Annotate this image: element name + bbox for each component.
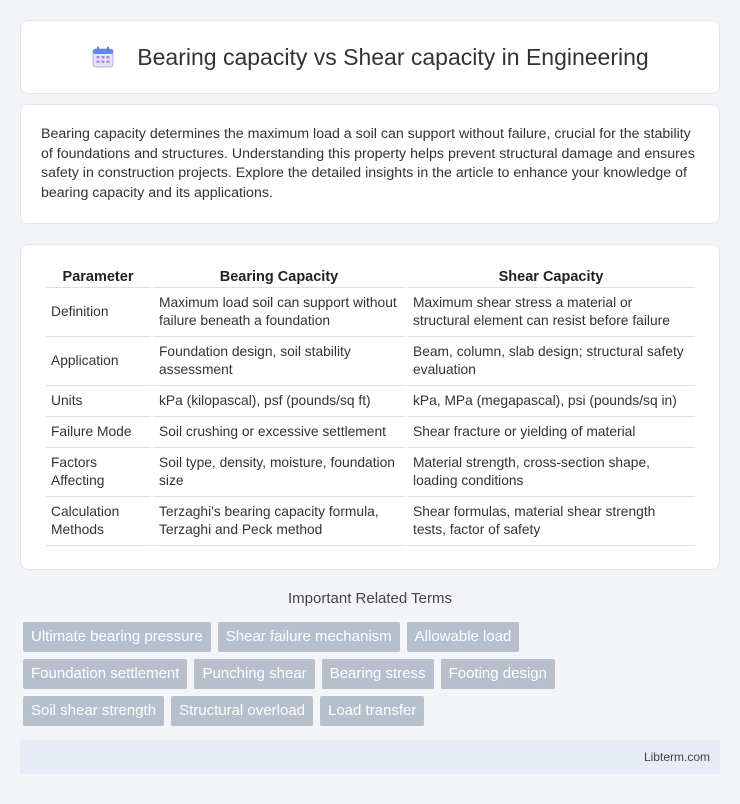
related-term-tag[interactable]: Bearing stress: [322, 659, 434, 689]
related-term-tag[interactable]: Punching shear: [194, 659, 314, 689]
table-header-row: [45, 265, 695, 288]
intro-card: [20, 104, 720, 224]
related-term-tag[interactable]: Load transfer: [320, 696, 424, 726]
table-row: [45, 386, 695, 417]
related-term-tag[interactable]: Footing design: [441, 659, 555, 689]
table-cell: Units: [45, 386, 151, 417]
calendar-icon: [91, 45, 115, 69]
table-cell: Failure Mode: [45, 417, 151, 448]
intro-text: Bearing capacity determines the maximum load a soil can support without failure, crucial for the stability of foundations and structures. Understanding this property helps prevent structural damage and ensures safety in construction projects. Explore the detailed insights in the article to enhance your knowledge of bearing capacity and its applications.: [41, 126, 695, 201]
table-cell: kPa, MPa (megapascal), psi (pounds/sq in): [407, 386, 695, 417]
column-header: Parameter: [45, 265, 151, 288]
related-term-tag[interactable]: Structural overload: [171, 696, 313, 726]
column-header: Shear Capacity: [407, 265, 695, 288]
table-row: [45, 288, 695, 337]
table-cell: Material strength, cross-section shape, loading conditions: [407, 448, 695, 497]
related-term-tag[interactable]: Allowable load: [407, 622, 520, 652]
comparison-table-card: [20, 244, 720, 570]
table-cell: Maximum load soil can support without failure beneath a foundation: [153, 288, 405, 337]
table-row: [45, 337, 695, 386]
tag-row: [23, 659, 723, 689]
table-cell: Terzaghi's bearing capacity formula, Terzaghi and Peck method: [153, 497, 405, 546]
table-row: [45, 497, 695, 546]
related-terms-list: [23, 622, 723, 733]
table-row: [45, 448, 695, 497]
table-cell: Maximum shear stress a material or structural element can resist before failure: [407, 288, 695, 337]
comparison-table: [43, 265, 697, 546]
related-term-tag[interactable]: Ultimate bearing pressure: [23, 622, 211, 652]
table-cell: Definition: [45, 288, 151, 337]
tag-row: [23, 622, 723, 652]
table-cell: Soil crushing or excessive settlement: [153, 417, 405, 448]
table-cell: Foundation design, soil stability assessment: [153, 337, 405, 386]
table-cell: kPa (kilopascal), psf (pounds/sq ft): [153, 386, 405, 417]
table-cell: Shear formulas, material shear strength tests, factor of safety: [407, 497, 695, 546]
related-term-tag[interactable]: Soil shear strength: [23, 696, 164, 726]
table-cell: Factors Affecting: [45, 448, 151, 497]
column-header: Bearing Capacity: [153, 265, 405, 288]
footer-brand-link[interactable]: Libterm.com: [643, 750, 710, 764]
related-term-tag[interactable]: Foundation settlement: [23, 659, 187, 689]
table-row: [45, 417, 695, 448]
table-cell: Calculation Methods: [45, 497, 151, 546]
footer: [20, 740, 720, 774]
header-card: [20, 20, 720, 94]
table-cell: Application: [45, 337, 151, 386]
related-terms-title: Important Related Terms: [288, 590, 452, 607]
page-title: Bearing capacity vs Shear capacity in Engineering: [137, 43, 649, 70]
table-cell: Beam, column, slab design; structural safety evaluation: [407, 337, 695, 386]
tag-row: [23, 696, 723, 726]
table-cell: Soil type, density, moisture, foundation size: [153, 448, 405, 497]
table-cell: Shear fracture or yielding of material: [407, 417, 695, 448]
related-term-tag[interactable]: Shear failure mechanism: [218, 622, 400, 652]
